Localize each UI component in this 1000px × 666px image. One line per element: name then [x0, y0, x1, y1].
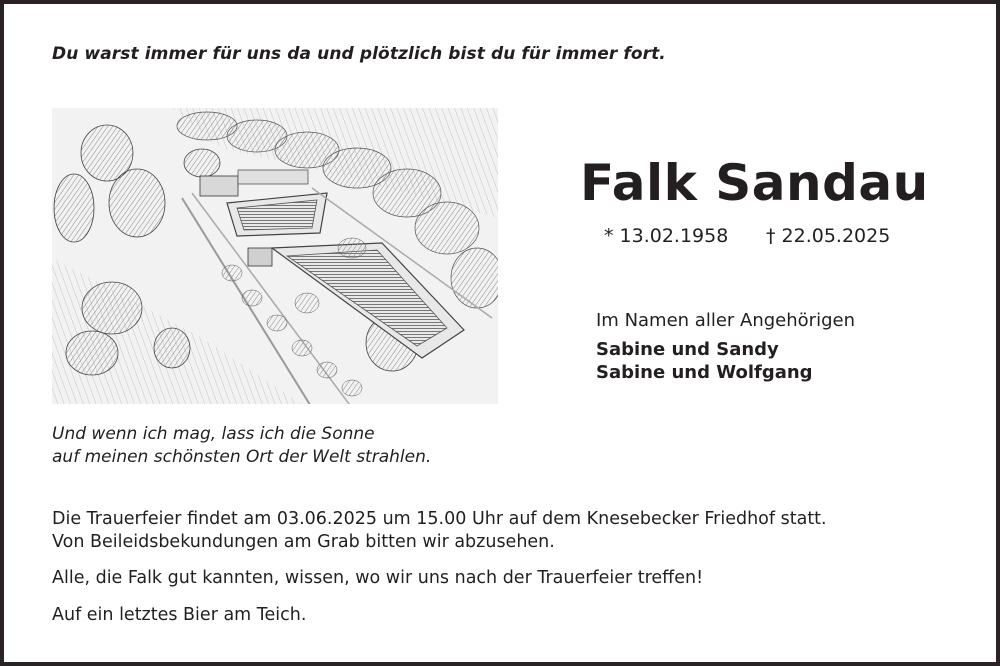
quote-line: auf meinen schönsten Ort der Welt strahlen.: [52, 447, 432, 467]
pond-landscape-illustration: [52, 108, 498, 404]
gathering-note: Alle, die Falk gut kannten, wissen, wo wir uns nach der Trauerfeier treffen!: [52, 568, 704, 588]
mourners-intro: Im Namen aller Angehörigen: [596, 310, 855, 331]
motto: Du warst immer für uns da und plötzlich bist du für immer fort.: [52, 44, 666, 64]
deceased-name: Falk Sandau: [580, 154, 929, 212]
pond-landscape-svg: [52, 108, 498, 404]
condolence-note: Von Beileidsbekundungen am Grab bitten wir abzusehen.: [52, 532, 555, 552]
mourner-name: Sabine und Sandy: [596, 339, 779, 360]
closing-line: Auf ein letztes Bier am Teich.: [52, 605, 307, 625]
birth-date: * 13.02.1958: [604, 225, 729, 247]
death-date: † 22.05.2025: [766, 225, 891, 247]
quote-line: Und wenn ich mag, lass ich die Sonne: [52, 424, 375, 444]
ceremony-info: Die Trauerfeier findet am 03.06.2025 um 15.00 Uhr auf dem Knesebecker Friedhof statt.: [52, 509, 827, 529]
mourner-name: Sabine und Wolfgang: [596, 362, 813, 383]
